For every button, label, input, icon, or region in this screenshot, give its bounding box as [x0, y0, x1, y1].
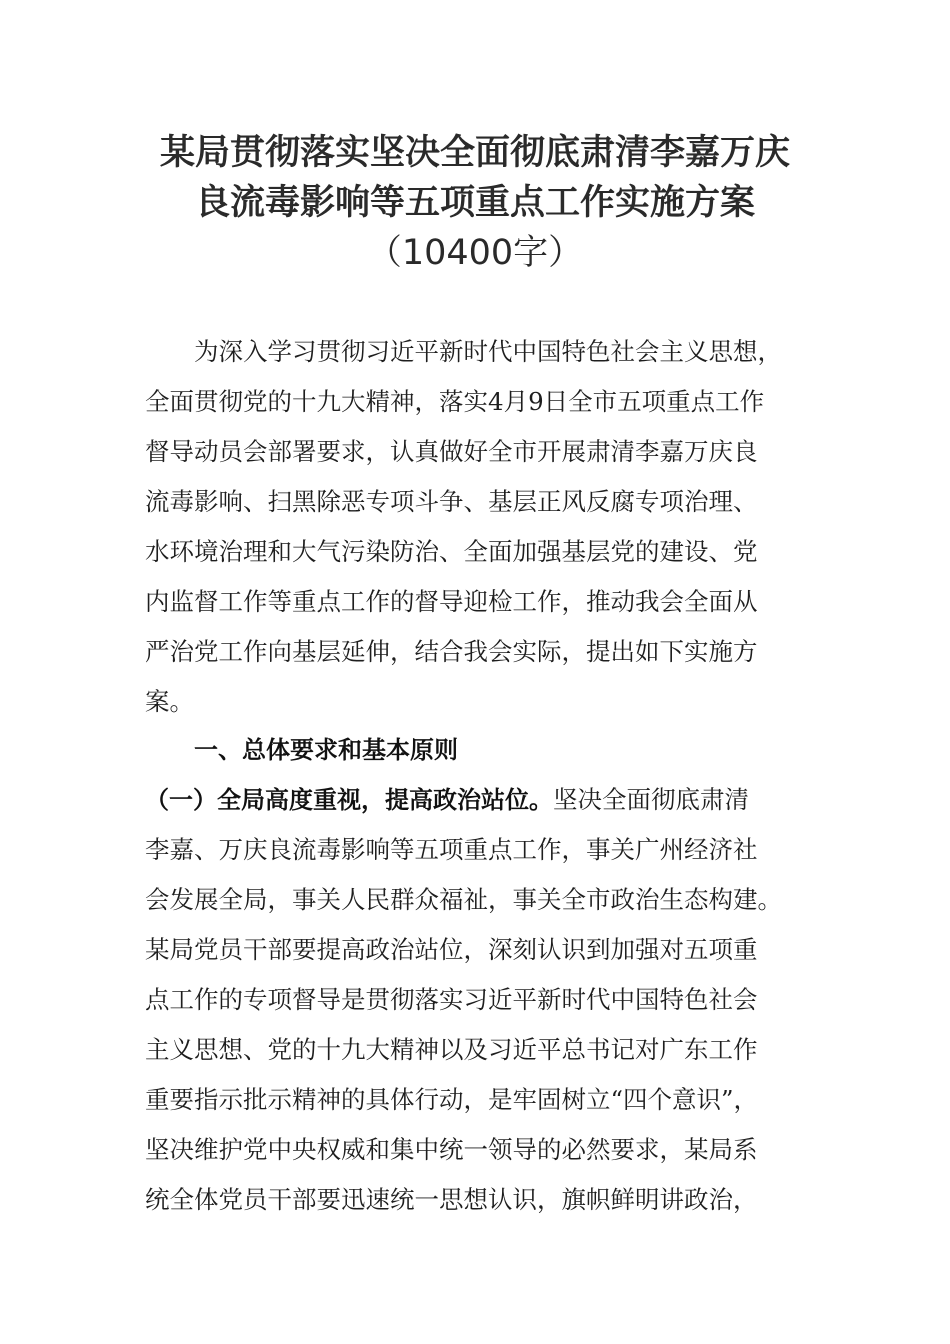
subsection-first-line	[145, 775, 815, 825]
subsection-line: 李嘉、万庆良流毒影响等五项重点工作，事关广州经济社	[145, 835, 758, 864]
intro-line: 督导动员会部署要求，认真做好全市开展肃清李嘉万庆良	[145, 437, 758, 466]
subsection-line: 重要指示批示精神的具体行动，是牢固树立“四个意识”，	[145, 1085, 759, 1114]
intro-line: 严治党工作向基层延伸，结合我会实际，提出如下实施方	[145, 637, 758, 666]
intro-line: 为深入学习贯彻习近平新时代中国特色社会主义思想，	[194, 337, 782, 366]
document-word-count: （10400字）	[366, 233, 584, 273]
document-title-line-1: 某局贯彻落实坚决全面彻底肃清李嘉万庆	[159, 133, 790, 173]
subsection-line: 会发展全局，事关人民群众福祉，事关全市政治生态构建。	[145, 885, 782, 914]
section-heading: 一、总体要求和基本原则	[194, 736, 458, 764]
subsection-bold-lead: （一）全局高度重视，提高政治站位。	[145, 786, 553, 814]
subsection-line: 统全体党员干部要迅速统一思想认识，旗帜鲜明讲政治，	[145, 1185, 758, 1214]
intro-line: 内监督工作等重点工作的督导迎检工作，推动我会全面从	[145, 587, 758, 616]
subsection-line: 主义思想、党的十九大精神以及习近平总书记对广东工作	[145, 1035, 758, 1064]
subsection-line: 某局党员干部要提高政治站位，深刻认识到加强对五项重	[145, 935, 758, 964]
document-title-line-2: 良流毒影响等五项重点工作实施方案	[194, 183, 755, 223]
subsection-line: 点工作的专项督导是贯彻落实习近平新时代中国特色社会	[145, 985, 758, 1014]
subsection-line: 坚决维护党中央权威和集中统一领导的必然要求，某局系	[145, 1135, 758, 1164]
intro-line: 案。	[145, 687, 194, 716]
intro-line: 水环境治理和大气污染防治、全面加强基层党的建设、党	[145, 537, 758, 566]
intro-line: 全面贯彻党的十九大精神，落实4月9日全市五项重点工作	[145, 387, 765, 416]
intro-line: 流毒影响、扫黑除恶专项斗争、基层正风反腐专项治理、	[145, 487, 758, 516]
subsection-first-line-text: 坚决全面彻底肃清	[553, 785, 749, 814]
